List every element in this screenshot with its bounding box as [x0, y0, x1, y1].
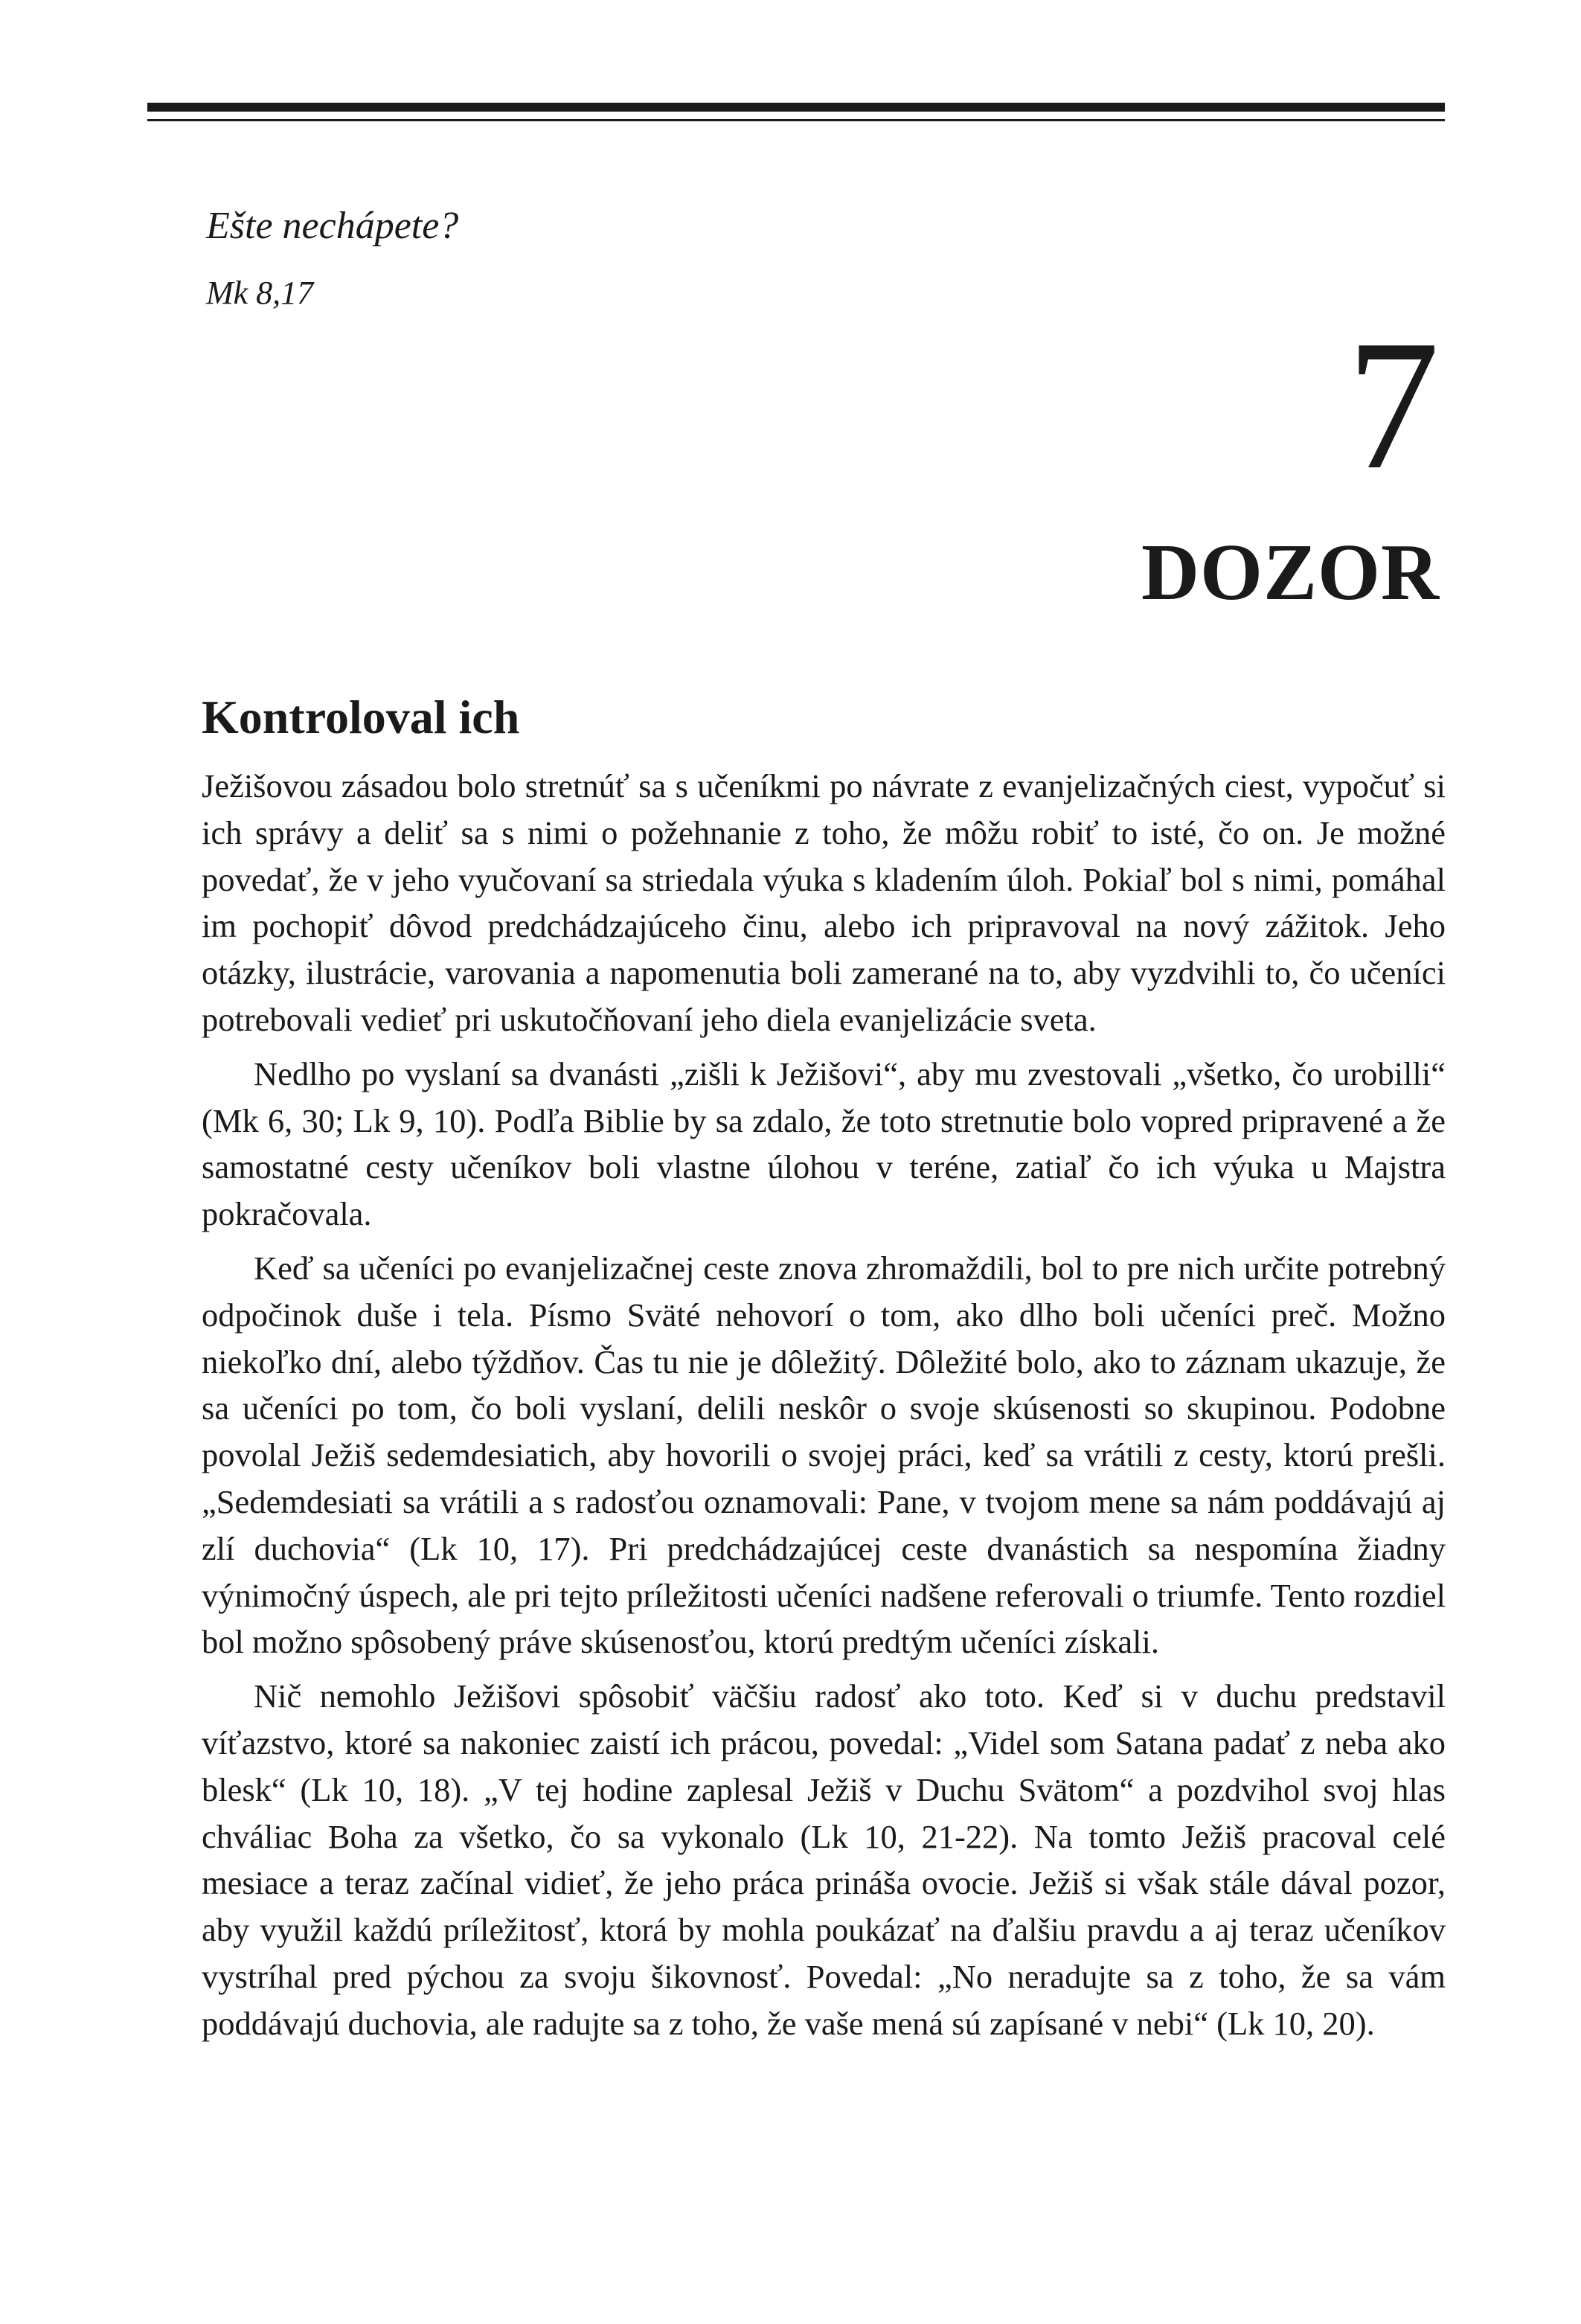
paragraph: Ježišovou zásadou bolo stretnúť sa s učeníkmi po návrate z evanjelizačných ciest, vypočuť si ich správy a deliť sa s nimi o požehnanie z toho, že môžu robiť to isté, čo on. Je možné povedať, že v jeho vyučovaní sa striedala výuka s kladením úloh. Pokiaľ bol s nimi, pomáhal im pochopiť dôvod predchádzajúceho činu, alebo ich pripravoval na nový zážitok. Jeho otázky, ilustrácie, varovania a napomenutia boli zamerané na to, aby vyzdvihli to, čo učeníci potrebovali vedieť pri uskutočňovaní jeho diela evanjelizácie sveta. — [202, 767, 1446, 1038]
section-heading: Kontroloval ich — [202, 691, 520, 743]
body-text — [202, 763, 1446, 2055]
header-rule-thin — [147, 119, 1445, 121]
epigraph-quote: Ešte nechápete? — [206, 205, 459, 247]
paragraph: Keď sa učeníci po evanjelizačnej ceste znova zhromaždili, bol to pre nich určite potrebný odpočinok duše i tela. Písmo Sväté nehovorí o tom, ako dlho boli učeníci preč. Možno niekoľko dní, alebo týždňov. Čas tu nie je dôležitý. Dôležité bolo, ako to záznam ukazuje, že sa učeníci po tom, čo boli vyslaní, delili neskôr o svoje skúsenosti so skupinou. Podobne povolal Ježiš sedemdesiatich, aby hovorili o svojej práci, keď sa vrátili z cesty, ktorú prešli. „Sedemdesiati sa vrátili a s radosťou oznamovali: Pane, v tvojom mene sa nám poddávajú aj zlí duchovia“ (Lk 10, 17). Pri predchádzajúcej ceste dvanástich sa nespomína žiadny výnimočný úspech, ale pri tejto príležitosti učeníci nadšene referovali o triumfe. Tento rozdiel bol možno spôsobený práve skúsenosťou, ktorú predtým učeníci získali. — [202, 1249, 1446, 1661]
chapter-title: DOZOR — [1141, 528, 1440, 617]
paragraph: Nedlho po vyslaní sa dvanásti „zišli k Ježišovi“, aby mu zvestovali „všetko, čo urobilli“ (Mk 6, 30; Lk 9, 10). Podľa Biblie by sa zdalo, že toto stretnutie bolo vopred pripravené a že samostatné cesty učeníkov boli vlastne úlohou v teréne, zatiaľ čo ich výuka u Majstra pokračovala. — [202, 1054, 1446, 1233]
epigraph-reference: Mk 8,17 — [206, 275, 314, 311]
header-rule-thick — [147, 103, 1445, 112]
paragraph: Nič nemohlo Ježišovi spôsobiť väčšiu radosť ako toto. Keď si v duchu predstavil víťazstvo, ktoré sa nakoniec zaistí ich prácou, povedal: „Videl som Satana padať z neba ako blesk“ (Lk 10, 18). „V tej hodine zaplesal Ježiš v Duchu Svätom“ a pozdvihol svoj hlas chváliac Boha za všetko, čo sa vykonalo (Lk 10, 21-22). Na tomto Ježiš pracoval celé mesiace a teraz začínal vidieť, že jeho práca prináša ovocie. Ježiš si však stále dával pozor, aby využil každú príležitosť, ktorá by mohla poukázať na ďalšiu pravdu a aj teraz učeníkov vystríhal pred pýchou za svoju šikovnosť. Povedal: „No neradujte sa z toho, že sa vám poddávajú duchovia, ale radujte sa z toho, že vaše mená sú zapísané v nebi“ (Lk 10, 20). — [202, 1677, 1446, 2042]
chapter-number: 7 — [1347, 302, 1440, 508]
